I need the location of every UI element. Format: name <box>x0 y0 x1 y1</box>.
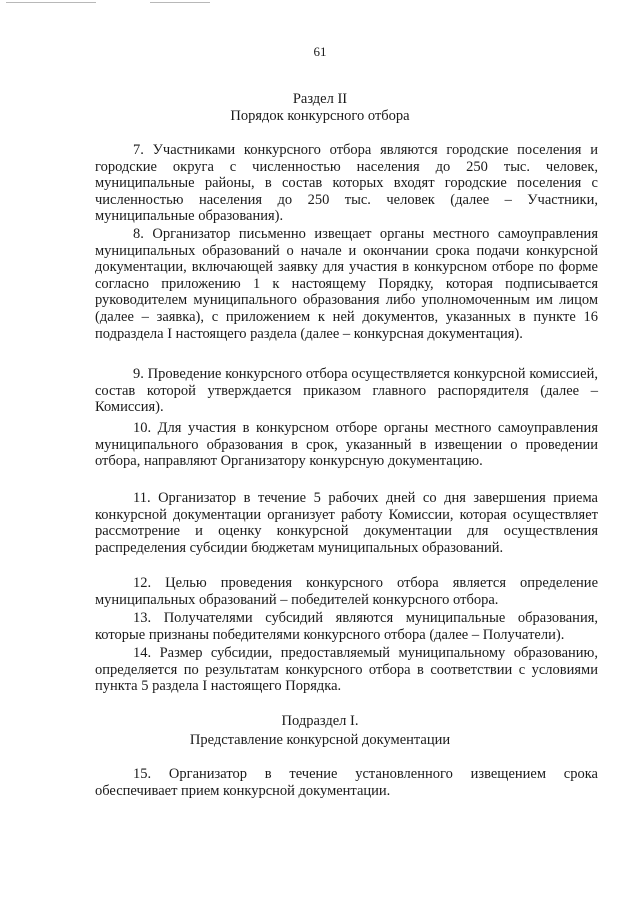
paragraph-7: 7. Участниками конкурсного отбора являются городские поселения и городские округа с численностью населения до 250 тыс. человек, муниципальные районы, в состав которых входят городские поселения с численностью населения до 250 тыс. человек (далее – Участники, муниципальные образования). <box>95 142 598 225</box>
paragraph-15: 15. Организатор в течение установленного извещением срока обеспечивает прием конкурсной документации. <box>95 766 598 799</box>
page-number: 61 <box>313 44 327 59</box>
subsection-title: Представление конкурсной документации <box>189 732 451 748</box>
subsection-label: Подраздел I. <box>281 713 359 729</box>
paragraph-11: 11. Организатор в течение 5 рабочих дней со дня завершения приема конкурсной документации организует работу Комиссии, которая осуществляет рассмотрение и оценку конкурсной документации для осуществления распределения субсидии бюджетам муниципальных образований. <box>95 490 598 556</box>
scan-artifact <box>150 2 210 3</box>
paragraph-10: 10. Для участия в конкурсном отборе органы местного самоуправления муниципального образования в срок, указанный в извещении о проведении отбора, направляют Организатору конкурсную документацию. <box>95 420 598 470</box>
section-title: Порядок конкурсного отбора <box>230 108 410 124</box>
paragraph-9: 9. Проведение конкурсного отбора осуществляется конкурсной комиссией, состав которой утверждается приказом главного распорядителя (далее – Комиссия). <box>95 366 598 416</box>
scan-artifact <box>6 2 96 3</box>
paragraph-14: 14. Размер субсидии, предоставляемый муниципальному образованию, определяется по результатам конкурсного отбора в соответствии с условиями пункта 5 раздела I настоящего Порядка. <box>95 645 598 695</box>
paragraph-12: 12. Целью проведения конкурсного отбора является определение муниципальных образований – победителей конкурсного отбора. <box>95 575 598 608</box>
paragraph-8: 8. Организатор письменно извещает органы местного самоуправления муниципальных образований о начале и окончании срока подачи конкурсной документации, включающей заявку для участия в конкурсном отборе по форме согласно приложению 1 к настоящему Порядку, которая подписывается руководителем муниципального образования либо уполномоченным им лицом (далее – заявка), с приложением к ней документов, указанных в пункте 16 подраздела I настоящего раздела (далее – конкурсная документация). <box>95 226 598 342</box>
section-label: Раздел II <box>292 91 348 107</box>
paragraph-13: 13. Получателями субсидий являются муниципальные образования, которые признаны победителями конкурсного отбора (далее – Получатели). <box>95 610 598 643</box>
